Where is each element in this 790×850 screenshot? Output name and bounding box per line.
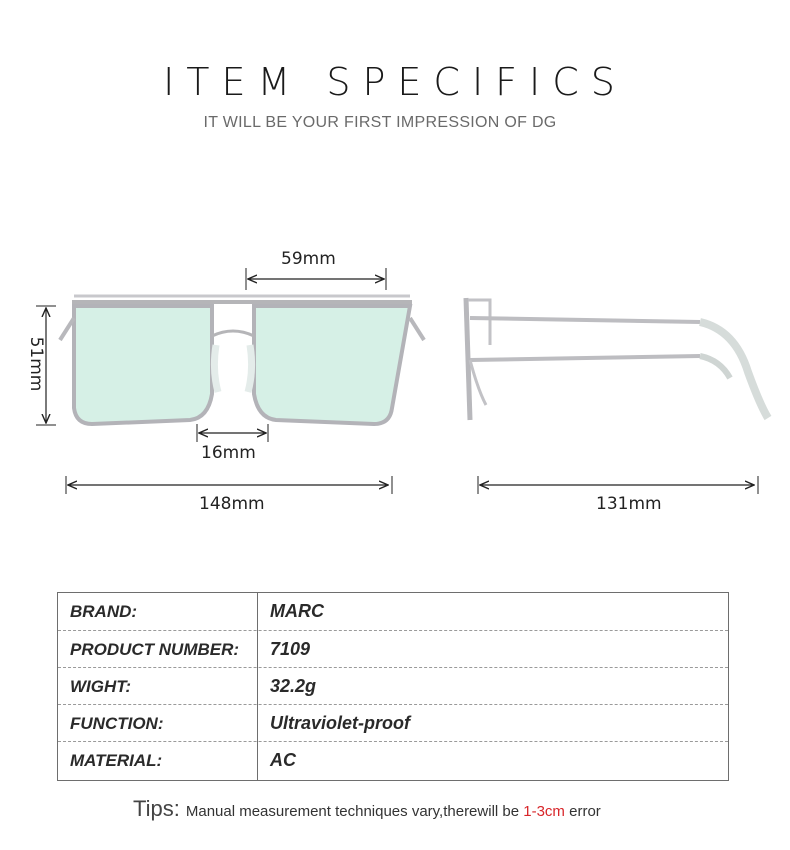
frame-width-label: 148mm [199,494,265,514]
temple-length-label: 131mm [596,494,662,514]
spec-label: FUNCTION: [70,714,164,733]
lens-height-label: 51mm [26,336,46,392]
table-row [58,741,728,779]
spec-value: 7109 [270,639,311,659]
table-row [58,630,728,668]
bridge-width-label: 16mm [201,443,256,463]
table-row [58,704,728,742]
bridge [212,331,254,336]
tips-text: Manual measurement techniques vary,therewill be [185,803,524,820]
tips-label: Tips: [133,796,180,821]
side-view-glasses [466,298,768,420]
lens-width-label: 59mm [281,249,336,269]
table-row [58,667,728,705]
spec-label: PRODUCT NUMBER: [70,640,240,659]
spec-label: MATERIAL: [70,751,163,770]
table-row [58,593,728,630]
right-lens [254,306,410,424]
spec-value: Ultraviolet-proof [270,713,411,733]
spec-label: BRAND: [70,602,138,621]
spec-value: 32.2g [270,676,317,696]
tips-error-range: 1-3cm [523,803,565,820]
front-view-glasses [60,296,424,424]
page-title: ITEM SPECIFICS [163,60,627,104]
spec-table [57,592,729,781]
tips-note [133,796,601,822]
left-lens [74,306,212,424]
spec-label: WIGHT: [70,677,132,696]
page-subtitle: IT WILL BE YOUR FIRST IMPRESSION OF DG [203,114,557,131]
tips-text-end: error [564,803,601,820]
spec-value: MARC [270,601,324,621]
spec-value: AC [270,750,296,770]
